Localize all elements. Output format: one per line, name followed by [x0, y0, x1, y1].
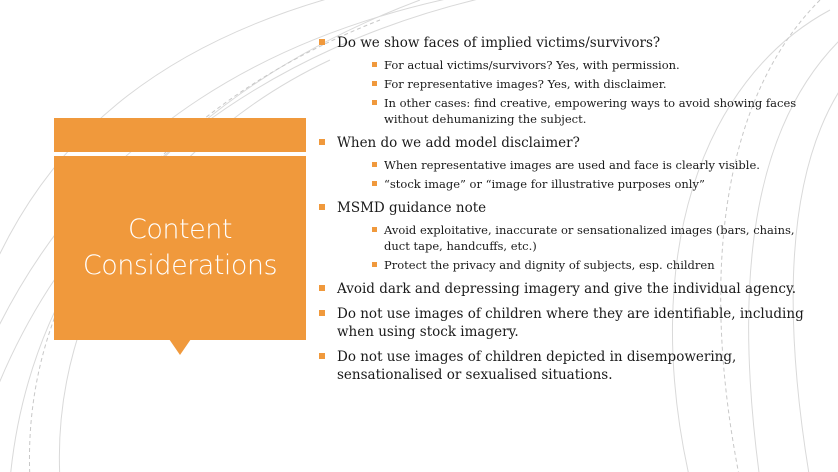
bullet-item: [318, 280, 823, 298]
bullet-marker: [319, 310, 325, 316]
bullet-item: [318, 305, 823, 341]
sub-bullet-item: [354, 157, 823, 173]
sub-bullet-marker: [372, 81, 377, 86]
bullet-marker: [319, 285, 325, 291]
bullet-item: [318, 348, 823, 384]
bullet-marker: [319, 353, 325, 359]
sub-bullet-marker: [372, 262, 377, 267]
sub-bullet-text: Avoid exploitative, inaccurate or sensationalized images (bars, chains, duct tape, handcuffs, etc.): [384, 223, 795, 253]
sub-bullet-list: [337, 222, 823, 273]
sub-bullet-text: In other cases: find creative, empowering ways to avoid showing faces without dehumanizing the subject.: [384, 96, 797, 126]
bullet-content: [318, 34, 823, 391]
sub-bullet-item: [354, 176, 823, 192]
title-accent-bar: [54, 118, 306, 152]
slide-title-line1: Content: [128, 214, 232, 245]
bullet-text: Avoid dark and depressing imagery and give the individual agency.: [337, 281, 797, 297]
bullet-text: Do we show faces of implied victims/survivors?: [337, 35, 661, 51]
bullet-item: [318, 199, 823, 273]
bullet-list: [318, 34, 823, 384]
bullet-text: When do we add model disclaimer?: [337, 135, 580, 151]
bullet-text: MSMD guidance note: [337, 200, 487, 216]
sub-bullet-list: [337, 157, 823, 192]
sub-bullet-marker: [372, 162, 377, 167]
sub-bullet-marker: [372, 62, 377, 67]
bullet-marker: [319, 39, 325, 45]
sub-bullet-item: [354, 222, 823, 254]
bullet-item: [318, 134, 823, 192]
bullet-text: Do not use images of children where they are identifiable, including when using stock imagery.: [337, 306, 804, 340]
bullet-marker: [319, 139, 325, 145]
sub-bullet-list: [337, 57, 823, 127]
bullet-item: [318, 34, 823, 127]
sub-bullet-text: “stock image” or “image for illustrative purposes only”: [384, 177, 705, 191]
sub-bullet-text: Protect the privacy and dignity of subjects, esp. children: [384, 258, 715, 272]
slide-title: [54, 156, 306, 340]
sub-bullet-text: For representative images? Yes, with disclaimer.: [384, 77, 667, 91]
sub-bullet-item: [354, 76, 823, 92]
sub-bullet-item: [354, 57, 823, 73]
title-box-pointer: [169, 339, 191, 355]
sub-bullet-item: [354, 95, 823, 127]
sub-bullet-marker: [372, 181, 377, 186]
bullet-marker: [319, 204, 325, 210]
bullet-text: Do not use images of children depicted in disempowering, sensationalised or sexualised situations.: [337, 349, 737, 383]
sub-bullet-text: For actual victims/survivors? Yes, with permission.: [384, 58, 680, 72]
slide-title-line2: Considerations: [82, 250, 278, 281]
sub-bullet-marker: [372, 100, 377, 105]
sub-bullet-text: When representative images are used and face is clearly visible.: [384, 158, 760, 172]
sub-bullet-item: [354, 257, 823, 273]
sub-bullet-marker: [372, 227, 377, 232]
